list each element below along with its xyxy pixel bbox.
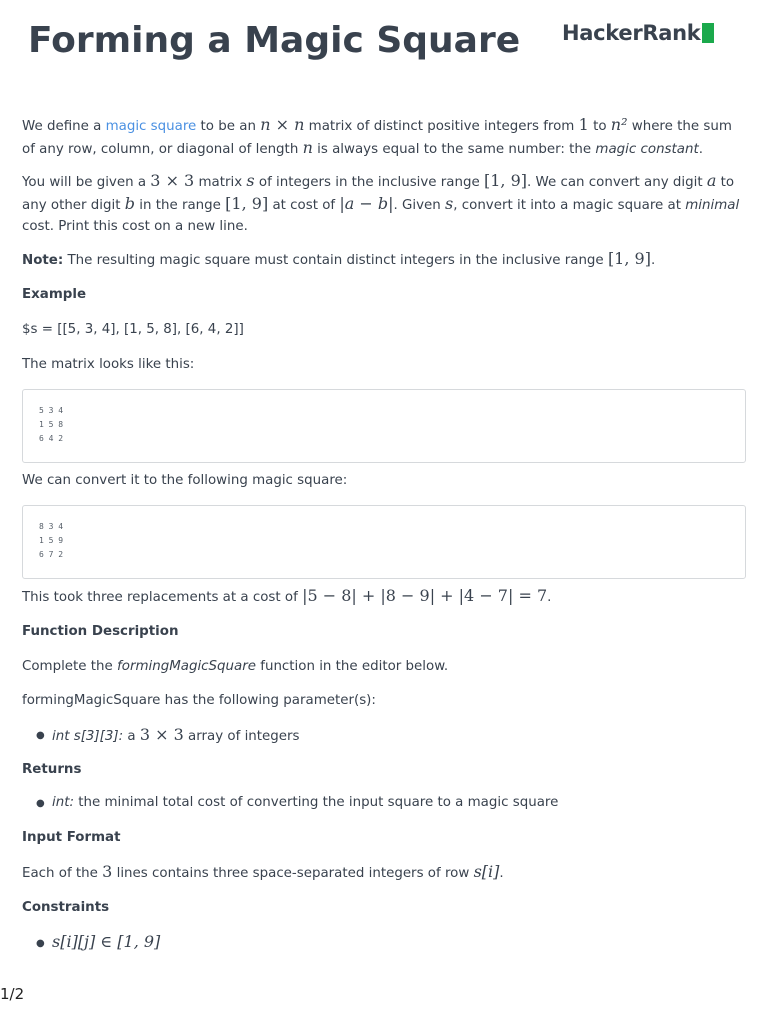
minimal-emphasis: minimal <box>685 198 740 213</box>
return-type: int: <box>52 795 74 810</box>
input-format-heading: Input Format <box>22 830 121 845</box>
given-text: . We can convert any digit <box>527 175 707 190</box>
code-line: 1 5 9 <box>39 536 64 545</box>
param-text: a <box>123 729 140 744</box>
cost-paragraph <box>22 585 748 608</box>
input-format-text <box>22 861 748 884</box>
code-block-matrix <box>22 389 746 463</box>
cost-text: . <box>547 590 552 605</box>
given-text: at cost of <box>268 198 340 213</box>
code-line: 6 4 2 <box>39 434 64 443</box>
example-s-line: $s = [[5, 3, 4], [1, 5, 8], [6, 4, 2]] <box>22 322 244 337</box>
intro-text: to be an <box>196 119 261 134</box>
page-title: Forming a Magic Square <box>28 20 521 61</box>
math-s-i: s[i] <box>473 862 500 881</box>
note-text: The resulting magic square must contain distinct integers in the inclusive range <box>63 253 608 268</box>
given-text: matrix <box>194 175 247 190</box>
cost-text: This took three replacements at a cost of <box>22 590 303 605</box>
intro-text: . <box>698 142 703 157</box>
function-description-heading: Function Description <box>22 624 179 639</box>
example-heading: Example <box>22 287 87 302</box>
param-text: array of integers <box>183 729 300 744</box>
code-line: 5 3 4 <box>39 406 64 415</box>
bullet-icon: ● <box>36 938 45 949</box>
magic-constant-emphasis: magic constant <box>595 142 699 157</box>
math-cost-equation: |5 − 8| + |8 − 9| + |4 − 7| = 7 <box>302 586 548 605</box>
intro-text: is always equal to the same number: the <box>312 142 596 157</box>
function-name-emphasis: formingMagicSquare <box>117 659 256 674</box>
note-paragraph <box>22 248 748 271</box>
math-s: s <box>246 171 255 190</box>
math-cost: |a − b| <box>339 194 394 213</box>
intro-text: to <box>588 119 611 134</box>
given-text: , convert it into a magic square at <box>453 198 686 213</box>
code-line: 1 5 8 <box>39 420 64 429</box>
code-line: 8 3 4 <box>39 522 64 531</box>
parameter-item <box>52 724 742 747</box>
intro-text: matrix of distinct positive integers from <box>304 119 579 134</box>
math-n-squared: n² <box>610 115 628 134</box>
hackerrank-logo[interactable] <box>562 20 714 46</box>
math-3x3: 3 × 3 <box>150 171 195 190</box>
function-text: function in the editor below. <box>255 659 449 674</box>
input-text: Each of the <box>22 866 103 881</box>
parameters-text: formingMagicSquare has the following parameter(s): <box>22 693 376 708</box>
intro-paragraph <box>22 114 748 160</box>
given-text: You will be given a <box>22 175 151 190</box>
bullet-icon: ● <box>36 798 45 809</box>
math-range: [1, 9] <box>225 194 269 213</box>
convert-text: We can convert it to the following magic square: <box>22 473 348 488</box>
math-range: [1, 9] <box>607 249 651 268</box>
math-3x3: 3 × 3 <box>139 725 184 744</box>
intro-text: where the sum of any row, column, or diagonal of length <box>22 119 732 157</box>
constraints-heading: Constraints <box>22 900 110 915</box>
note-text: . <box>650 253 656 268</box>
returns-text: the minimal total cost of converting the input square to a magic square <box>73 795 559 810</box>
given-text: in the range <box>135 198 226 213</box>
code-line: 6 7 2 <box>39 550 64 559</box>
bullet-icon: ● <box>36 730 45 741</box>
math-one: 1 <box>578 115 589 134</box>
math-range: [1, 9] <box>484 171 528 190</box>
page-indicator: 1/2 <box>0 985 25 1003</box>
logo-mark-icon <box>702 23 714 43</box>
math-s: s <box>445 194 454 213</box>
given-text: . Given <box>393 198 446 213</box>
intro-text: We define a <box>22 119 106 134</box>
matrix-intro-text: The matrix looks like this: <box>22 357 195 372</box>
math-constraint: s[i][j] ∈ [1, 9] <box>52 932 161 951</box>
function-text: Complete the <box>22 659 118 674</box>
param-type: int s[3][3]: <box>52 729 124 744</box>
magic-square-link[interactable]: magic square <box>105 119 197 134</box>
math-b: b <box>124 194 136 213</box>
returns-heading: Returns <box>22 762 82 777</box>
math-n: n <box>302 138 313 157</box>
given-paragraph <box>22 170 748 237</box>
function-complete-text <box>22 656 748 677</box>
input-text: . <box>499 866 504 881</box>
math-three: 3 <box>102 862 113 881</box>
given-text: cost. Print this cost on a new line. <box>22 219 248 234</box>
given-text: to any other digit <box>22 175 735 213</box>
given-text: of integers in the inclusive range <box>254 175 484 190</box>
code-block-magic-square <box>22 505 746 579</box>
math-n-by-n: n × n <box>260 115 305 134</box>
returns-item <box>52 792 742 813</box>
constraint-item <box>52 931 742 954</box>
note-label: Note: <box>22 253 64 268</box>
input-text: lines contains three space-separated integers of row <box>112 866 474 881</box>
logo-text: HackerRank <box>562 21 701 45</box>
math-a: a <box>706 171 717 190</box>
